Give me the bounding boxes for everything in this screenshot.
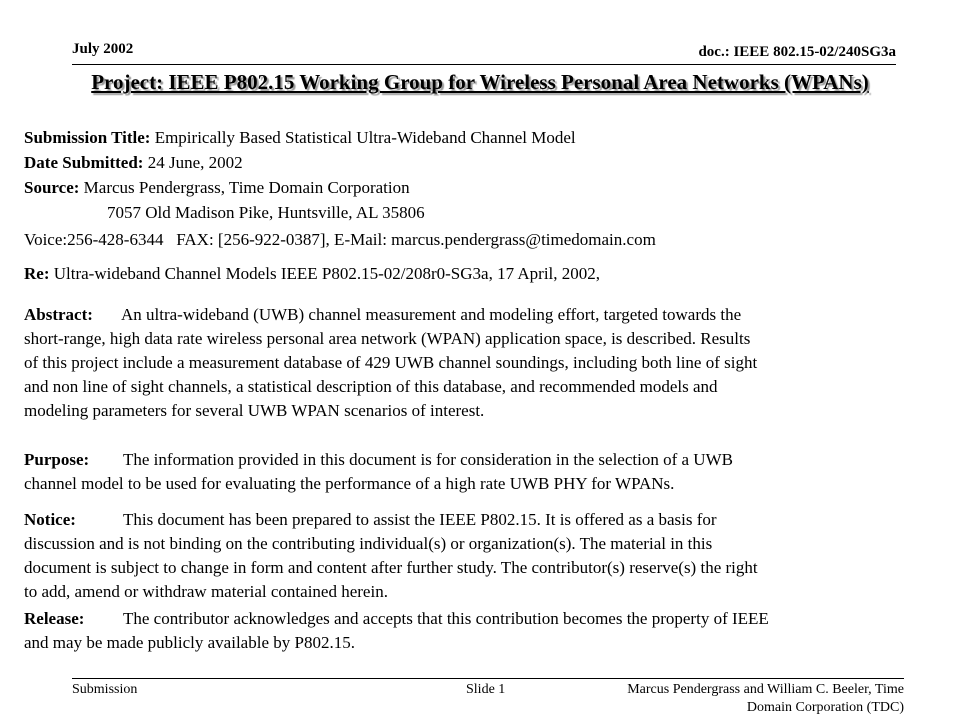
project-title: Project: IEEE P802.15 Working Group for Wireless Personal Area Networks (WPANs)	[91, 70, 869, 94]
submission-title-line	[24, 126, 576, 150]
notice-section	[24, 508, 938, 604]
abstract-line: modeling parameters for several UWB WPAN scenarios of interest.	[24, 401, 485, 420]
source-value: Marcus Pendergrass, Time Domain Corporation	[83, 178, 410, 197]
notice-line: This document has been prepared to assist the IEEE P802.15. It is offered as a basis for	[123, 510, 717, 529]
footer-slide-number: Slide 1	[466, 682, 506, 697]
submission-title-value: Empirically Based Statistical Ultra-Wideband Channel Model	[154, 128, 576, 147]
release-line: and may be made publicly available by P802.15.	[24, 633, 355, 652]
release-label: Release:	[24, 609, 85, 628]
release-line: The contributor acknowledges and accepts that this contribution becomes the property of IEEE	[123, 609, 769, 628]
date-submitted-label: Date Submitted:	[24, 153, 144, 172]
purpose-line: The information provided in this document is for consideration in the selection of a UWB	[123, 450, 733, 469]
date-submitted-value: 24 June, 2002	[147, 153, 243, 172]
source-address: 7057 Old Madison Pike, Huntsville, AL 35806	[107, 203, 425, 222]
notice-label: Notice:	[24, 510, 76, 529]
abstract-line: short-range, high data rate wireless personal area network (WPAN) application space, is described. Results	[24, 329, 751, 348]
notice-line: discussion and is not binding on the contributing individual(s) or organization(s). The material in this	[24, 534, 713, 553]
abstract-line: An ultra-wideband (UWB) channel measurement and modeling effort, targeted towards the	[121, 305, 742, 324]
abstract-line: of this project include a measurement database of 429 UWB channel soundings, including both line of sight	[24, 353, 758, 372]
footer-submission: Submission	[72, 682, 138, 697]
purpose-label: Purpose:	[24, 450, 90, 469]
submission-title-label: Submission Title:	[24, 128, 151, 147]
contact-line: Voice:256-428-6344 FAX: [256-922-0387], E-Mail: marcus.pendergrass@timedomain.com	[24, 230, 656, 249]
source-label: Source:	[24, 178, 80, 197]
re-label: Re:	[24, 264, 50, 283]
purpose-line: channel model to be used for evaluating the performance of a high rate UWB PHY for WPANs.	[24, 474, 675, 493]
release-section	[24, 607, 938, 655]
header-doc-number: doc.: IEEE 802.15-02/240SG3a	[698, 44, 896, 60]
header-rule	[72, 64, 896, 65]
header-date: July 2002	[72, 41, 134, 57]
notice-line: document is subject to change in form and content after further study. The contributor(s) reserve(s) the right	[24, 558, 758, 577]
re-line	[24, 262, 600, 286]
date-submitted-line	[24, 151, 243, 175]
footer-authors: Marcus Pendergrass and William C. Beeler, Time	[627, 682, 904, 697]
footer-rule	[72, 678, 904, 679]
purpose-section	[24, 448, 938, 496]
footer-authors-org: Domain Corporation (TDC)	[746, 700, 904, 715]
re-value: Ultra-wideband Channel Models IEEE P802.15-02/208r0-SG3a, 17 April, 2002,	[53, 264, 601, 283]
notice-line: to add, amend or withdraw material contained herein.	[24, 582, 388, 601]
abstract-line: and non line of sight channels, a statistical description of this database, and recommended models and	[24, 377, 718, 396]
source-line	[24, 176, 410, 200]
abstract-label: Abstract:	[24, 305, 93, 324]
abstract-section	[24, 303, 938, 423]
